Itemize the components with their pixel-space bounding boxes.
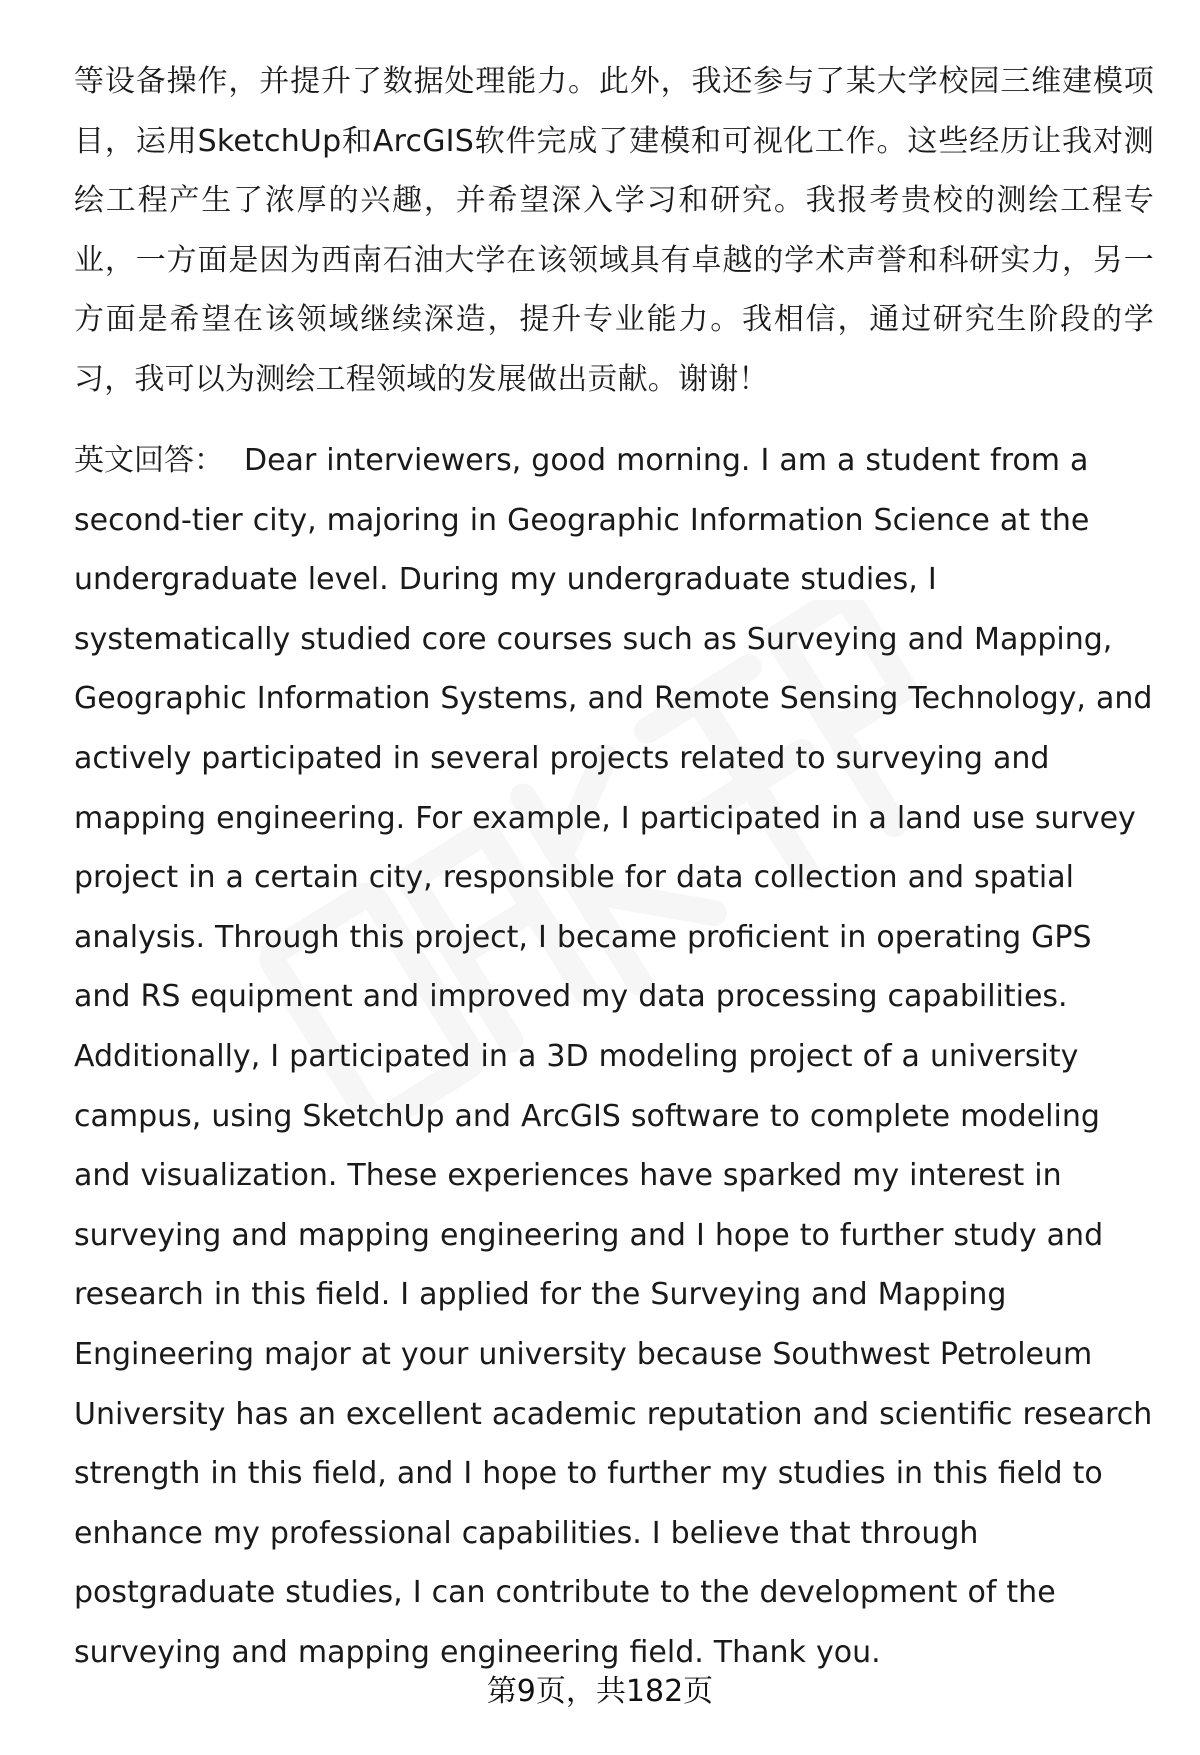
english-answer-text: Dear interviewers, good morning. I am a student from a second-tier city, majoring in Geographic Information Science at the undergraduate level. During my undergraduate studies, I systematically studied core courses such as Surveying and Mapping, Geographic Information Systems, and Remote Sensing Technology, and actively participated in several projects related to surveying and mapping engineering. For example, I participated in a land use survey project in a certain city, responsible for data collection and spatial analysis. Through this project, I became proficient in operating GPS and RS equipment and improved my data processing capabilities. Additionally, I participated in a 3D modeling project of a university campus, using SketchUp and ArcGIS software to complete modeling and visualization. These experiences have sparked my interest in surveying and mapping engineering and I hope to further study and research in this field. I applied for the Surveying and Mapping Engineering major at your university because Southwest Petroleum University has an excellent academic reputation and scientific research strength in this field, and I hope to further my studies in this field to enhance my professional capabilities. I believe that through postgraduate studies, I can contribute to the development of the surveying and mapping engineering field. Thank you. <box>74 443 1153 1670</box>
chinese-paragraph: 等设备操作，并提升了数据处理能力。此外，我还参与了某大学校园三维建模项目，运用SketchUp和ArcGIS软件完成了建模和可视化工作。这些经历让我对测绘工程产生了浓厚的兴趣，并希望深入学习和研究。我报考贵校的测绘工程专业，一方面是因为西南石油大学在该领域具有卓越的学术声誉和科研实力，另一方面是希望在该领域继续深造，提升专业能力。我相信，通过研究生阶段的学习，我可以为测绘工程领域的发展做出贡献。谢谢！ <box>74 64 1154 397</box>
document-body <box>74 52 1154 1682</box>
english-answer-paragraph <box>74 431 1154 1682</box>
english-answer-label: 英文回答： <box>74 443 224 478</box>
page-number-footer: 第9页，共182页 <box>486 1674 714 1709</box>
